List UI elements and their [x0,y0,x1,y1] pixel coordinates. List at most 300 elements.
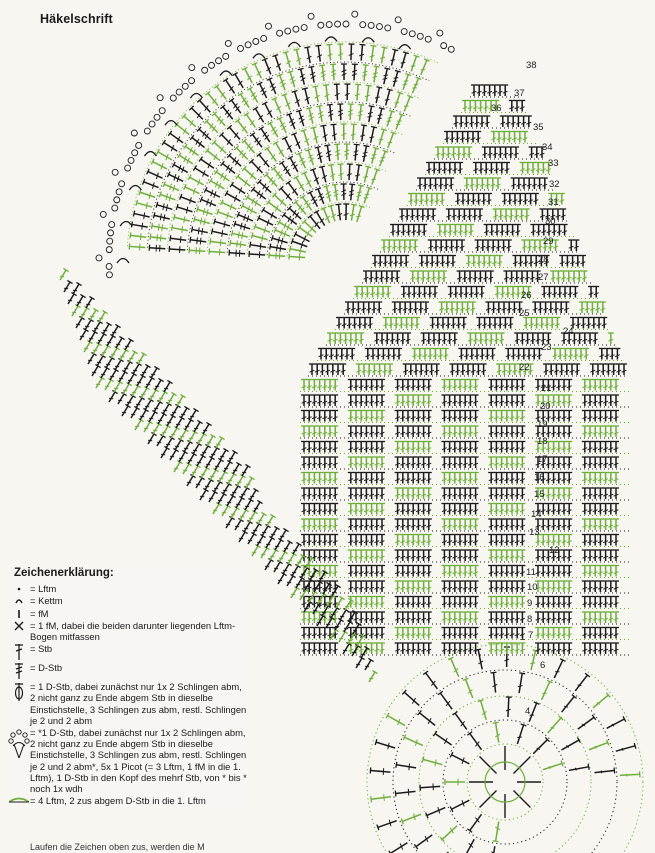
stitch-mark [306,107,314,123]
stitch-mark [102,344,111,356]
stitch-mark [502,318,508,329]
stitch-mark [499,457,505,468]
stitch-mark [597,457,603,468]
stitch-mark [535,566,541,577]
stitch-mark [597,566,603,577]
stitch-mark [494,287,500,298]
stitch-mark [613,519,619,530]
stitch-mark [415,519,421,530]
stitch-mark [580,318,586,329]
stitch-mark [569,764,589,771]
bobble-icon [8,681,30,703]
stitch-mark [545,535,551,546]
stitch-mark [421,442,427,453]
stitch-mark [499,488,505,499]
stitch-mark [358,504,364,515]
stitch-mark [535,163,541,174]
stitch-mark [269,252,285,259]
stitch-mark [131,406,140,418]
stitch-mark [597,519,603,530]
stitch-mark [561,581,567,592]
stitch-mark [527,240,533,251]
stitch-mark [603,581,609,592]
stitch-mark [608,333,614,344]
stitch-mark [374,504,380,515]
stitch-mark [470,364,476,375]
stitch-mark [400,550,406,561]
stitch-mark [415,550,421,561]
stitch-mark [516,178,522,189]
stitch-mark [302,88,310,104]
stitch-mark [479,287,485,298]
stitch-mark [466,147,472,158]
stitch-mark [209,248,225,255]
stitch-mark [488,519,494,530]
stitch-mark [603,504,609,515]
stitch-mark [470,302,476,313]
stitch-mark [476,256,482,267]
stitch-mark [382,364,388,375]
stitch-mark [530,333,536,344]
stitch-mark [420,783,440,790]
stitch-mark [458,349,464,360]
stitch-mark [506,302,512,313]
stitch-mark [249,251,265,258]
stitch-mark [358,550,364,561]
stitch-mark [381,240,387,251]
stitch-mark [353,457,359,468]
stitch-mark [545,597,551,608]
stitch-mark [114,380,123,392]
stitch-mark [449,240,455,251]
stitch-mark [514,395,520,406]
stitch-mark [587,535,593,546]
stitch-mark [306,473,312,484]
stitch-mark [362,65,368,81]
fan-section [127,42,437,261]
stitch-mark [440,256,446,267]
stitch-mark [242,67,252,83]
stitch-mark [457,426,463,437]
stitch-mark [395,628,401,639]
stitch-mark [499,225,505,236]
stitch-mark [296,110,304,126]
stitch-mark [556,457,562,468]
stitch-mark [410,426,416,437]
stitch-mark [253,107,264,122]
stitch-mark [301,612,307,623]
stitch-mark [76,316,85,328]
stitch-mark [457,628,463,639]
stitch-mark [369,566,375,577]
stitch-mark [353,411,359,422]
stitch-mark [369,628,375,639]
stitch-mark [400,380,406,391]
stitch-mark [350,204,357,220]
stitch-mark [603,411,609,422]
stitch-mark [250,242,266,250]
picot-loop [106,272,112,278]
stitch-mark [395,380,401,391]
stitch-mark [519,643,525,654]
stitch-mark [327,426,333,437]
stitch-mark [184,184,200,194]
stitch-mark [526,178,532,189]
stitch-mark [514,597,520,608]
stitch-mark [348,395,354,406]
stitch-mark [608,535,614,546]
stitch-mark [188,175,204,186]
stitch-mark [235,119,247,134]
stitch-mark [140,408,149,420]
stitch-mark [415,535,421,546]
stitch-mark [309,364,315,375]
stitch-mark [85,318,94,330]
row-number-label: 11 [526,567,536,578]
stitch-mark [371,794,391,802]
picot-loop [106,247,112,253]
stitch-mark [158,412,167,424]
legend-text-chain-arc: = 4 Lftm, 2 zus abgem D-Stb in die 1. Lftm [30,795,206,807]
stitch-mark [518,673,525,693]
stitch-mark [180,194,196,204]
picot-loop [417,33,423,39]
stitch-mark [473,597,479,608]
stitch-mark [358,612,364,623]
stitch-mark [379,333,385,344]
stitch-mark [482,318,488,329]
stitch-mark [433,240,439,251]
stitch-mark [374,519,380,530]
stitch-mark [485,302,491,313]
stitch-mark [322,628,328,639]
stitch-mark [616,364,622,375]
stitch-mark [592,597,598,608]
stitch-mark [412,77,421,93]
row-number-label: 25 [519,308,530,319]
stitch-mark [562,225,568,236]
stitch-mark [393,256,399,267]
stitch-mark [462,101,468,112]
stitch-mark [369,442,375,453]
stitch-mark [132,384,141,396]
stitch-mark [330,64,336,80]
stitch-mark [537,178,543,189]
stitch-mark [592,581,598,592]
stitch-mark [272,193,286,206]
stitch-mark [483,333,489,344]
stitch-mark [613,612,619,623]
stitch-mark [358,333,364,344]
stitch-mark [473,380,479,391]
stitch-mark [519,488,525,499]
stitch-mark [428,240,434,251]
stitch-mark [426,643,432,654]
stitch-mark [358,581,364,592]
stitch-mark [514,519,520,530]
stitch-mark [558,302,564,313]
stitch-mark [566,519,572,530]
stitch-mark [545,612,551,623]
stitch-mark [373,271,379,282]
stitch-mark [395,442,401,453]
stitch-mark [188,452,197,464]
stitch-mark [322,442,328,453]
stitch-mark [470,194,476,205]
stitch-mark [192,464,201,476]
stitch-mark [566,597,572,608]
stitch-mark [455,364,461,375]
stitch-mark [365,349,371,360]
stitch-mark [526,349,532,360]
stitch-mark [109,390,118,402]
stitch-mark [341,318,347,329]
stitch-mark [473,612,479,623]
stitch-mark [453,711,467,729]
stitch-mark [169,246,185,253]
stitch-mark [566,643,572,654]
stitch-mark [421,581,427,592]
stitch-mark [488,488,494,499]
stitch-mark [222,504,231,516]
stitch-mark [183,462,192,474]
stitch-mark [289,253,305,260]
stitch-mark [257,82,267,98]
stitch-mark [358,643,364,654]
stitch-mark [551,612,557,623]
stitch-mark [304,47,311,63]
stitch-mark [415,488,421,499]
stitch-mark [608,488,614,499]
stitch-mark [592,504,598,515]
stitch-mark [119,370,128,382]
stitch-mark [504,442,510,453]
stitch-mark [540,612,546,623]
stitch-mark [247,87,257,102]
stitch-mark [286,113,295,129]
stitch-mark [447,380,453,391]
stitch-mark [358,380,364,391]
legend-text-picot-fan: = *1 D-Stb, dabei zunächst nur 1x 2 Schlingen abm, 2 nicht ganz zu Ende abgem Stb in dieselbe Einstichstelle, 3 Schlingen zus abm, restl. Schlingen je 2 und 2 abm*, 5x 1 Picot (= 3 Lftm, 1 fM in die 1. Lftm), 1 D-Stb in den Kopf des mehrf Stb, von * bis * noch 1x wdh [30,727,247,795]
stitch-mark [374,442,380,453]
stitch-mark [372,256,378,267]
stitch-mark [551,426,557,437]
stitch-mark [556,488,562,499]
stitch-mark [410,488,416,499]
stitch-mark [327,411,333,422]
stitch-mark [353,519,359,530]
stitch-mark [505,287,511,298]
stitch-mark [480,240,486,251]
stitch-mark [519,457,525,468]
stitch-mark [438,178,444,189]
stitch-mark [441,488,447,499]
stitch-mark [613,395,619,406]
stitch-mark [486,194,492,205]
stitch-mark [139,189,155,198]
row-number-label: 24 [563,326,574,337]
stitch-mark [244,520,253,532]
stitch-mark [421,628,427,639]
stitch-mark [446,209,452,220]
stitch-mark [509,488,515,499]
stitch-mark [262,102,272,118]
fan-shell [288,42,300,47]
stitch-mark [441,442,447,453]
stitch-mark [348,488,354,499]
stitch-mark [567,287,573,298]
stitch-mark [332,473,338,484]
stitch-mark [379,566,385,577]
stitch-mark [603,473,609,484]
stitch-mark [514,457,520,468]
stitch-mark [262,207,277,218]
stitch-mark [274,560,283,572]
stitch-mark [563,302,569,313]
stitch-mark [509,597,515,608]
stitch-mark [379,643,385,654]
stitch-mark [322,643,328,654]
stitch-mark [93,342,102,354]
stitch-mark [405,457,411,468]
stitch-mark [301,566,310,578]
stitch-mark [525,333,531,344]
stitch-mark [559,364,565,375]
stitch-mark [457,411,463,422]
stitch-mark [445,779,465,786]
stitch-mark [277,74,286,90]
stitch-mark [306,457,312,468]
stitch-mark [422,178,428,189]
stitch-mark [488,457,494,468]
stitch-mark [613,643,619,654]
stitch-mark [301,488,307,499]
stitch-mark [357,318,363,329]
legend-item-single-crochet [8,608,248,619]
stitch-mark [441,535,447,546]
stitch-mark [270,548,279,560]
stitch-mark [280,528,289,540]
stitch-mark [426,628,432,639]
stitch-mark [332,333,338,344]
stitch-mark [608,519,614,530]
stitch-mark [410,473,416,484]
stitch-mark [509,380,515,391]
stitch-mark [311,411,317,422]
stitch-mark [556,504,562,515]
stitch-mark [475,132,481,143]
stitch-mark [171,225,187,233]
stitch-mark [621,364,627,375]
stitch-mark [540,628,546,639]
stitch-mark [503,271,509,282]
stitch-mark [317,426,323,437]
stitch-mark [471,256,477,267]
stitch-mark [462,643,468,654]
stitch-mark [327,442,333,453]
stitch-mark [493,488,499,499]
stitch-mark [358,488,364,499]
stitch-mark [395,395,401,406]
stitch-mark [395,411,401,422]
stitch-mark [495,178,501,189]
picot-loop [385,25,391,31]
chain-arc-icon [8,795,30,806]
stitch-mark [485,178,491,189]
picot-loop [409,31,415,37]
picot-loop [277,30,283,36]
stitch-mark [420,271,426,282]
stitch-mark [582,566,588,577]
stitch-mark [556,628,562,639]
stitch-mark [395,519,401,530]
stitch-mark [395,473,401,484]
stitch-mark [396,114,405,130]
stitch-mark [556,643,562,654]
stitch-mark [519,333,525,344]
stitch-mark [582,550,588,561]
stitch-mark [98,332,107,344]
stitch-mark [568,349,574,360]
stitch-mark [301,395,307,406]
stitch-mark [332,442,338,453]
stitch-mark [551,504,557,515]
stitch-mark [517,194,523,205]
stitch-mark [144,420,153,432]
stitch-mark [286,181,298,196]
stitch-mark [582,411,588,422]
stitch-mark [596,318,602,329]
picot-loop [216,58,222,64]
stitch-mark [322,411,328,422]
stitch-mark [398,256,404,267]
stitch-mark [447,504,453,515]
stitch-mark [405,395,411,406]
stitch-mark [262,524,271,536]
stitch-mark [508,147,514,158]
legend-item-treble-crochet [8,662,248,680]
stitch-mark [426,333,432,344]
stitch-mark [374,333,380,344]
stitch-mark [400,566,406,577]
stitch-mark [441,519,447,530]
fan-shell [190,94,202,99]
stitch-mark [452,566,458,577]
stitch-mark [369,535,375,546]
stitch-mark [582,457,588,468]
stitch-mark [613,597,619,608]
stitch-mark [214,85,226,100]
stitch-mark [473,488,479,499]
stitch-mark [251,233,267,242]
stitch-mark [348,550,354,561]
stitch-mark [457,519,463,530]
stitch-mark [379,150,388,166]
stitch-mark [569,364,575,375]
stitch-mark [613,628,619,639]
stitch-mark [529,271,535,282]
stitch-mark [404,95,413,111]
stitch-mark [130,232,146,240]
stitch-mark [418,194,424,205]
stitch-mark [613,473,619,484]
stitch-mark [257,215,273,225]
stitch-mark [395,426,401,437]
stitch-mark [514,581,520,592]
stitch-mark [73,282,82,294]
stitch-mark [556,566,562,577]
stitch-mark [496,132,502,143]
